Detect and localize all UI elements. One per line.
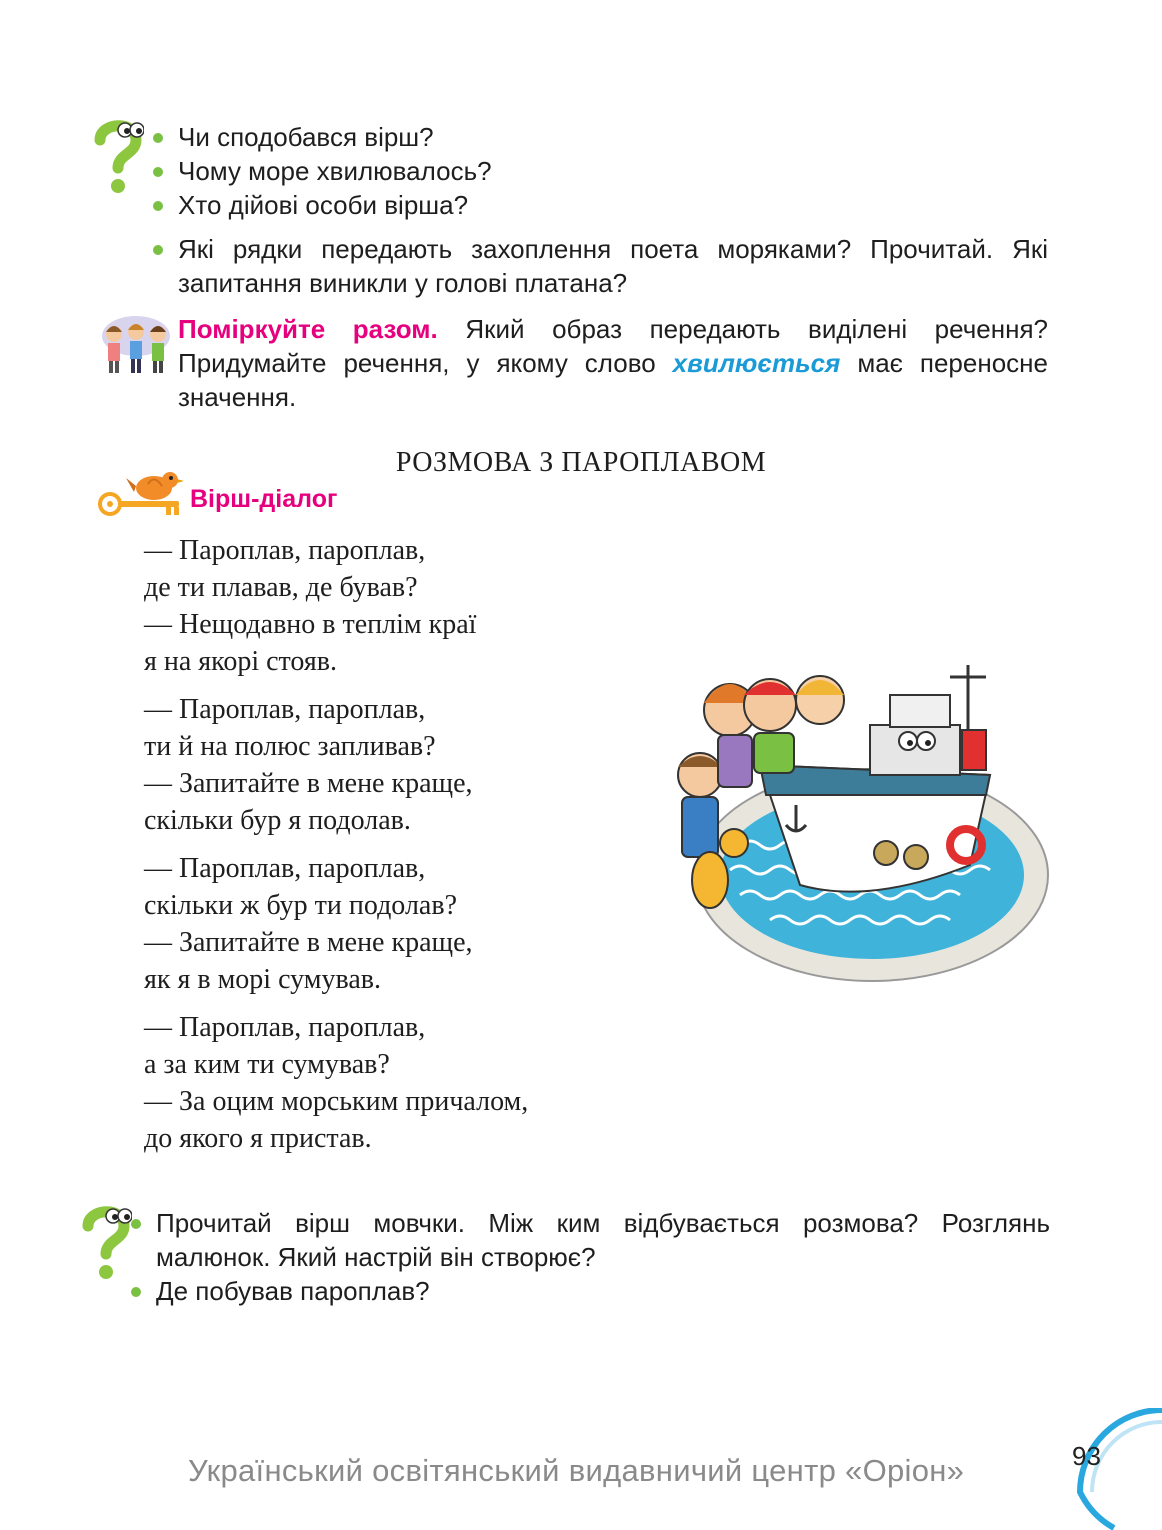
poem-stanza: [144, 850, 528, 998]
poem-body: [144, 532, 528, 1168]
question-snake-icon: [80, 1204, 132, 1282]
poem-line: а за ким ти сумував?: [144, 1049, 390, 1080]
ship-kids-illustration: [650, 655, 1050, 985]
poem-genre: Вірш-діалог: [190, 485, 338, 513]
poem-line: ти й на полюс запливав?: [144, 731, 436, 762]
questions-top-list: [152, 120, 492, 222]
poem-line: — Пароплав, пароплав,: [144, 694, 426, 725]
poem-line: до якого я пристав.: [144, 1123, 372, 1154]
questions-bottom-list: [130, 1206, 1050, 1308]
poem-line: скільки ж бур ти подолав?: [144, 890, 457, 921]
kids-discussion-icon: [100, 314, 172, 376]
question-item: Хто дійові особи вірша?: [152, 188, 492, 222]
discuss-text-1: Який образ передають виділені речення? Придумайте речення, у якому слово: [178, 314, 1048, 378]
publisher-footer: Український освітянський видавничий центр «Оріон»: [188, 1453, 965, 1488]
poem-stanza: [144, 532, 528, 680]
poem-stanza: [144, 1009, 528, 1157]
poem-line: — Нещодавно в теплім краї: [144, 609, 477, 640]
question-item: Де побував пароплав?: [130, 1274, 1050, 1308]
page-corner-arc-icon: [1046, 1408, 1162, 1530]
poem-line: — За оцим морським причалом,: [144, 1086, 529, 1117]
discuss-text-2: має переносне значення.: [178, 348, 1048, 412]
poem-line: де ти плавав, де бував?: [144, 572, 418, 603]
poem-line: — Пароплав, пароплав,: [144, 1012, 426, 1043]
poem-line: — Запитайте в мене краще,: [144, 927, 473, 958]
question-item: Прочитай вірш мовчки. Між ким відбувається розмова? Розглянь малюнок. Який настрій він створює?: [130, 1206, 1050, 1274]
question-item: Чи сподобався вірш?: [152, 120, 492, 154]
question-item: Чому море хвилювалось?: [152, 154, 492, 188]
poem-line: як я в морі сумував.: [144, 964, 381, 995]
poem-line: — Пароплав, пароплав,: [144, 853, 426, 884]
highlighted-word: хвилюється: [672, 348, 841, 378]
page-number: 93: [1072, 1441, 1101, 1471]
bird-key-icon: [96, 466, 186, 518]
discuss-together-task: [178, 312, 1048, 414]
discuss-lead: Поміркуйте разом.: [178, 314, 438, 344]
poem-line: — Пароплав, пароплав,: [144, 535, 426, 566]
poem-line: скільки бур я подолав.: [144, 805, 411, 836]
question-extra-list: [152, 232, 1048, 300]
poem-stanza: [144, 691, 528, 839]
poem-title: РОЗМОВА З ПАРОПЛАВОМ: [395, 447, 767, 478]
question-snake-icon: [92, 118, 144, 196]
question-item: Які рядки передають захоплення поета моряками? Прочитай. Які запитання виникли у голові платана?: [152, 232, 1048, 300]
poem-line: — Запитайте в мене краще,: [144, 768, 473, 799]
poem-line: я на якорі стояв.: [144, 646, 337, 677]
